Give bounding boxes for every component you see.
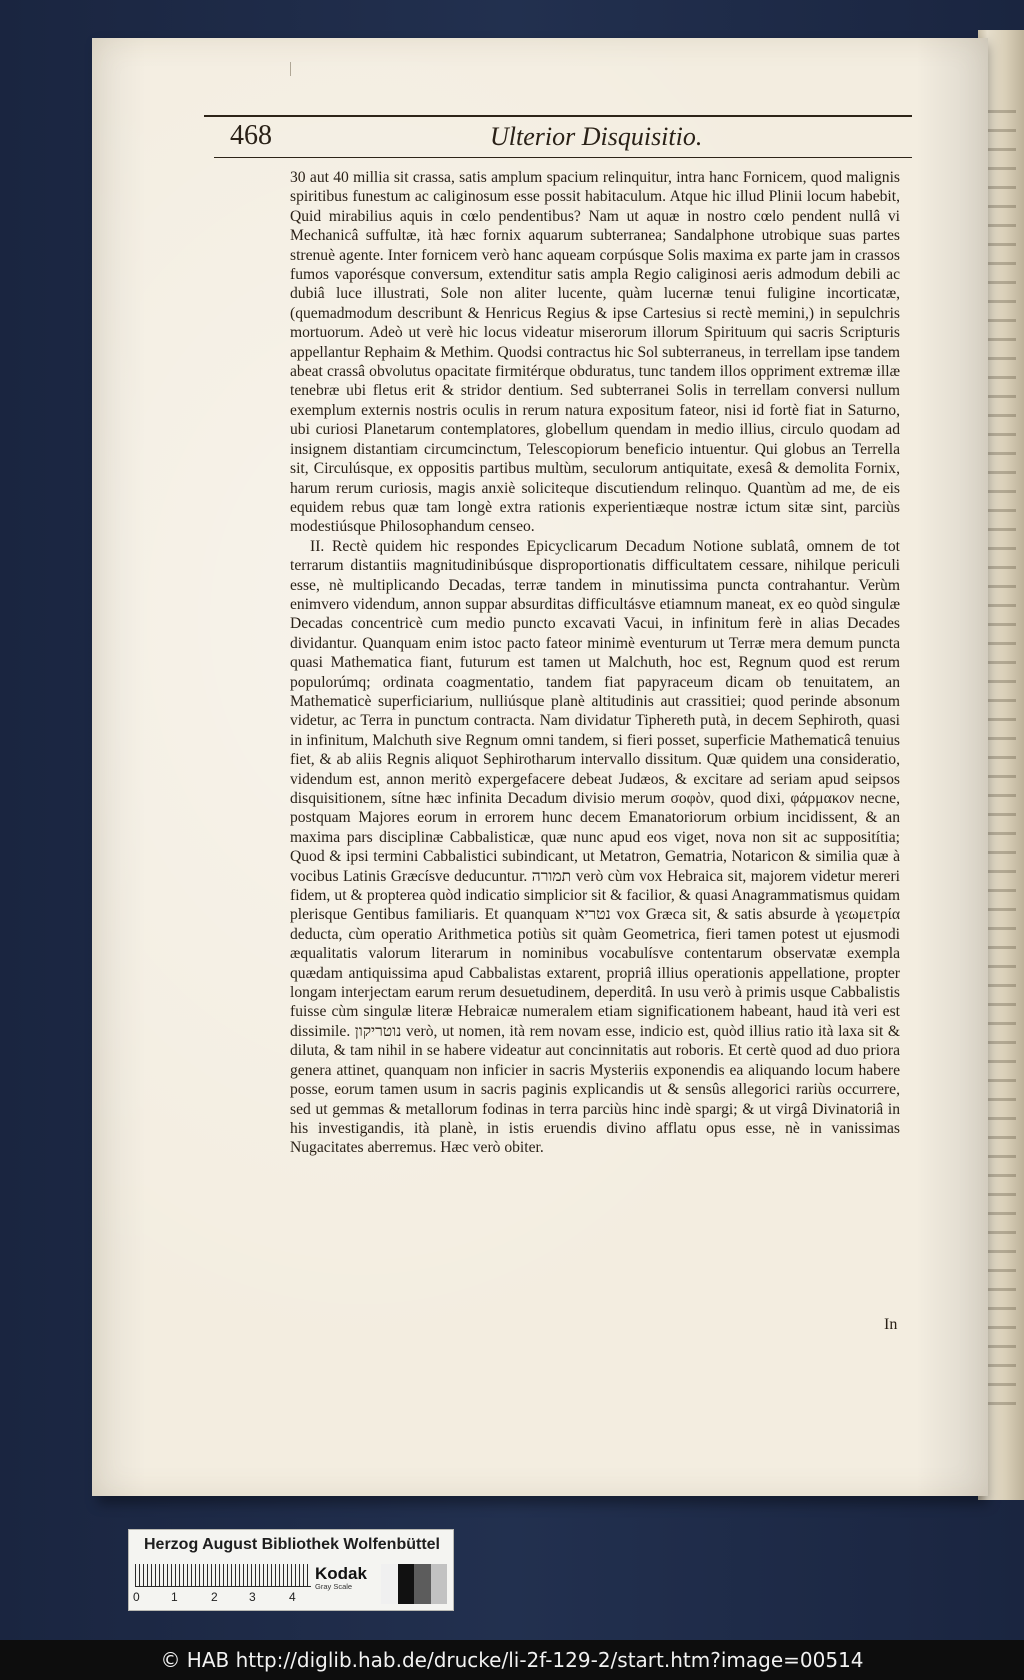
ruler-label: 1 <box>171 1590 178 1604</box>
color-calibration-card <box>128 1529 454 1611</box>
gray-swatch <box>431 1564 448 1604</box>
ruler-label: 3 <box>249 1590 256 1604</box>
gray-swatch <box>381 1564 398 1604</box>
show-through-text <box>986 110 1016 1410</box>
ruler-label: 2 <box>211 1590 218 1604</box>
gray-swatch <box>414 1564 431 1604</box>
header-rule-bottom <box>214 157 912 158</box>
header-rule-top <box>204 115 912 117</box>
ruler-label: 4 <box>289 1590 296 1604</box>
body-text <box>290 168 900 1158</box>
kodak-logo <box>315 1564 375 1600</box>
kodak-subtitle: Gray Scale <box>315 1582 353 1591</box>
ruler-label: 0 <box>133 1590 140 1604</box>
catchword: In <box>884 1316 898 1333</box>
copyright-footer: © HAB http://diglib.hab.de/drucke/li-2f-129-2/start.htm?image=00514 <box>0 1640 1024 1680</box>
running-title: Ulterior Disquisitio. <box>490 122 703 151</box>
kodak-brand: Kodak <box>315 1564 367 1583</box>
scale-ruler <box>135 1564 311 1587</box>
margin-mark <box>290 62 291 76</box>
page-number: 468 <box>230 120 272 151</box>
library-name: Herzog August Bibliothek Wolfenbüttel <box>144 1536 440 1553</box>
paragraph-1: 30 aut 40 millia sit crassa, satis amplum spacium relinquitur, intra hanc Fornicem, quod malignis spiritibus funestum ac caliginosum esse possit habitaculum. Atque hic illud Plinii locum habebit, Quid mirabilius aquis in cœlo pendentibus? Nam ut aquæ in nostro cœlo pendent nullâ vi Mechanicâ suffultæ, ità hæc fornix aquarum subterranea; Sandalphone utrobique suas partes strenuè agente. Inter fornicem verò hanc aqueam corpúsque Solis maxima ex parte jam in crassos fumos vaporésque conversum, extenditur satis ampla Regio caliginosi aeris admodum debili ac dubiâ luce illustrati, Sole non aliter lucente, quàm lucernæ tenui fuligine incorticatæ, (quemadmodum describunt & Henricus Regius & ipse Cartesius si rectè memini,) in sepulchris mortuorum. Adeò ut verè hic locus videatur miserorum illorum Spirituum qui sacris Scripturis appellantur Rephaim & Methim. Quodsi contractus hic Sol subterraneus, in terrellam ipse tandem abeat crassâ obvolutus opacitate firmitérque obduratus, tunc tandem illos oppriment extremæ illæ tenebræ ubi fletus erit & stridor dentium. Sed subterranei Solis in terrellam conversi nullum exemplum externis nostris oculis in rerum natura expositum fateor, nisi id fortè fiat in Saturno, ubi curiosi Planetarum contemplatores, globellum quendam in medio illius, circulo quodam ad insignem distantiam circumcinctum, Telescopiorum beneficio intuentur. Qui globus an Terrella sit, Circulúsque, ex oppositis partibus multùm, seculorum antiquitate, exesâ & demolita Fornix, harum rerum curiosis, magis anxiè soliciteque discutiendum relinquo. Quantùm ad me, de eis equidem rebus quæ tam longè extra rationis experientiæque nostræ ictum sitæ sint, parciùs modestiúsque Philosophandum censeo. <box>290 169 900 536</box>
gray-swatch <box>398 1564 415 1604</box>
gray-scale-swatches <box>381 1564 447 1604</box>
paragraph-2: II. Rectè quidem hic respondes Epicyclicarum Decadum Notione sublatâ, omnem de tot terrarum distantiis magnitudinibúsque disproportionatis difficultatem cessare, nihilque periculi esse, nè multiplicando Decadas, terræ tandem in minutissima puncta contrahantur. Verùm enimvero videndum, annon suppar absurditas difficultásve etiamnum maneat, ex eo quòd singulæ Decadas concentricè cum medio puncto excavati Vacui, in infinitum ferè in alias Decades dividantur. Quanquam enim istoc pacto fateor minimè eventurum ut Terræ mera demum puncta quasi Mathematica fiant, futurum est tamen ut Malchuth, hoc est, Regnum quod est rerum populorúmq; ordinata coagmentatio, tandem fiat papyraceum dicam ob tenuitatem, an Mathematicè superficiarium, nulliúsque planè altitudinis aut crassitiei; quod perinde absonum videtur, ac Terra in punctum contracta. Nam dividatur Tiphereth putà, in decem Sephiroth, quasi in infinitum, Malchuth sive Regnum omni tandem, si fieri posset, superficie Mathematicâ tenuius fiet, & ab aliis Regnis aliquot Sephirotharum intervallo dissitum. Quæ quidem una consideratio, videndum est, annon meritò expergefacere debeat Judæos, & excitare ad seriam apud seipsos disquisitionem, sítne hæc infinita Decadum divisio merum σοφὸν, quod dixi, φάρμακον necne, postquam Majores eorum in errorem hunc decem Emanatoriorum orbium incidissent, & an maxima pars disciplinæ Cabbalisticæ, quæ nunc apud eos viget, nova non sit ac suppositítia; Quod & ipsi termini Cabbalistici subindicant, ut Metatron, Gematria, Notaricon & similia quæ à vocibus Latinis Græcísve deducuntur. תמורה verò cùm vox Hebraica sit, majorem videtur mereri fidem, ut & propterea quòd indicatio simplicior sit & facilior, & quasi Anagrammatismus quidam plerisque Gentibus familiaris. Et quanquam נטריא vox Græca sit, & satis absurde à γεωμετρία deducta, cùm operatio Arithmetica potiùs sit quàm Geometrica, fieri tamen potest ut ejusmodi æqualitatis valorum literarum in nominibus vocabulísve contentarum observatæ exempla quædam antiquissima apud Cabbalistas extarent, propriâ illius operationis appellatione, propter longam interjectam earum rerum desuetudinem, deperditâ. In usu verò à primis usque Cabbalistis fuisse cùm singulæ literæ Hebraicæ numeralem etiam significationem habeant, haud ità veri est dissimile. נוטריקון verò, ut nomen, ità rem novam esse, indicio est, quòd illius ratio ità laxa sit & diluta, & tam nihil in se habere videatur aut concinnitatis aut roboris. Et certè quod ad duo priora genera attinet, quanquam non inficier in sacris Mysteriis exponendis ea aliquando locum habere posse, eorum tamen usum in sacris paginis explicandis ut & sensûs allegorici rariùs occurrere, sed ut gemmas & metallorum fodinas in terra parciùs hinc indè spargi; & ut virgâ Divinatoriâ in his investigandis, ità planè, in istis eruendis divino afflatu opus esse, nè in vanissimas Nugacitates aberremus. Hæc verò obiter. <box>290 537 900 1157</box>
